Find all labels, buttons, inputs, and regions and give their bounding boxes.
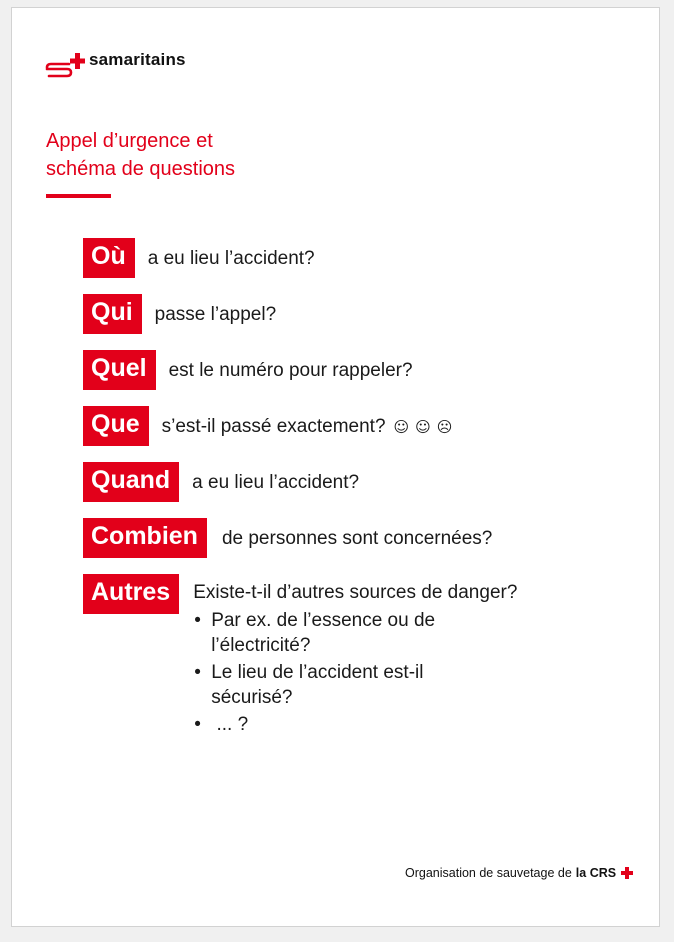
- question-label: Quand: [83, 462, 179, 502]
- question-row-que: [83, 406, 458, 446]
- list-item: [193, 660, 471, 710]
- question-row-ou: [83, 238, 315, 278]
- bullet-icon: •: [194, 610, 201, 631]
- samaritains-logo: [45, 48, 186, 80]
- autres-heading: Existe-t-il d’autres sources de danger?: [193, 582, 518, 603]
- footer-text: Organisation de sauvetage de: [405, 866, 572, 880]
- question-label: Quel: [83, 350, 156, 390]
- title-line-2: schéma de questions: [46, 158, 236, 180]
- question-row-quel: [83, 350, 413, 390]
- question-text: [162, 406, 459, 439]
- question-label: Qui: [83, 294, 142, 334]
- list-item: [193, 608, 471, 658]
- question-row-autres: [83, 574, 517, 737]
- autres-bullet-list: [193, 608, 517, 737]
- question-text-content: s’est-il passé exactement?: [161, 416, 386, 437]
- question-text: de personnes sont concernées?: [221, 528, 493, 549]
- title-line-1: Appel d’urgence et: [46, 130, 213, 152]
- question-row-qui: [83, 294, 276, 334]
- red-cross-icon: [621, 867, 633, 879]
- list-item-text: Par ex. de l’essence ou de l’électricité?: [211, 610, 436, 656]
- document-page: [11, 7, 660, 927]
- question-text: est le numéro pour rappeler?: [168, 360, 413, 381]
- footer-organisation: [405, 866, 633, 880]
- page-title: [46, 127, 235, 183]
- question-text: a eu lieu l’accident?: [192, 472, 360, 493]
- list-item-text: Le lieu de l’accident est-il sécurisé?: [211, 662, 424, 708]
- brand-name: samaritains: [89, 50, 186, 69]
- title-underline: [46, 194, 111, 198]
- bullet-icon: •: [194, 714, 201, 735]
- bullet-icon: •: [194, 662, 201, 683]
- question-text: passe l’appel?: [154, 304, 277, 325]
- list-item-text: ... ?: [211, 714, 249, 735]
- question-label: Combien: [83, 518, 207, 558]
- list-item: [193, 712, 471, 737]
- smiley-icons: ☺☺☹: [393, 418, 459, 436]
- question-label: Où: [83, 238, 135, 278]
- samaritans-s-cross-logo-icon: [45, 48, 89, 80]
- question-text: a eu lieu l’accident?: [147, 248, 315, 269]
- question-label: Que: [83, 406, 149, 446]
- question-row-quand: [83, 462, 359, 502]
- question-row-combien: [83, 518, 492, 558]
- question-label: Autres: [83, 574, 179, 614]
- autres-block: [193, 574, 517, 737]
- footer-crs: la CRS: [575, 866, 617, 880]
